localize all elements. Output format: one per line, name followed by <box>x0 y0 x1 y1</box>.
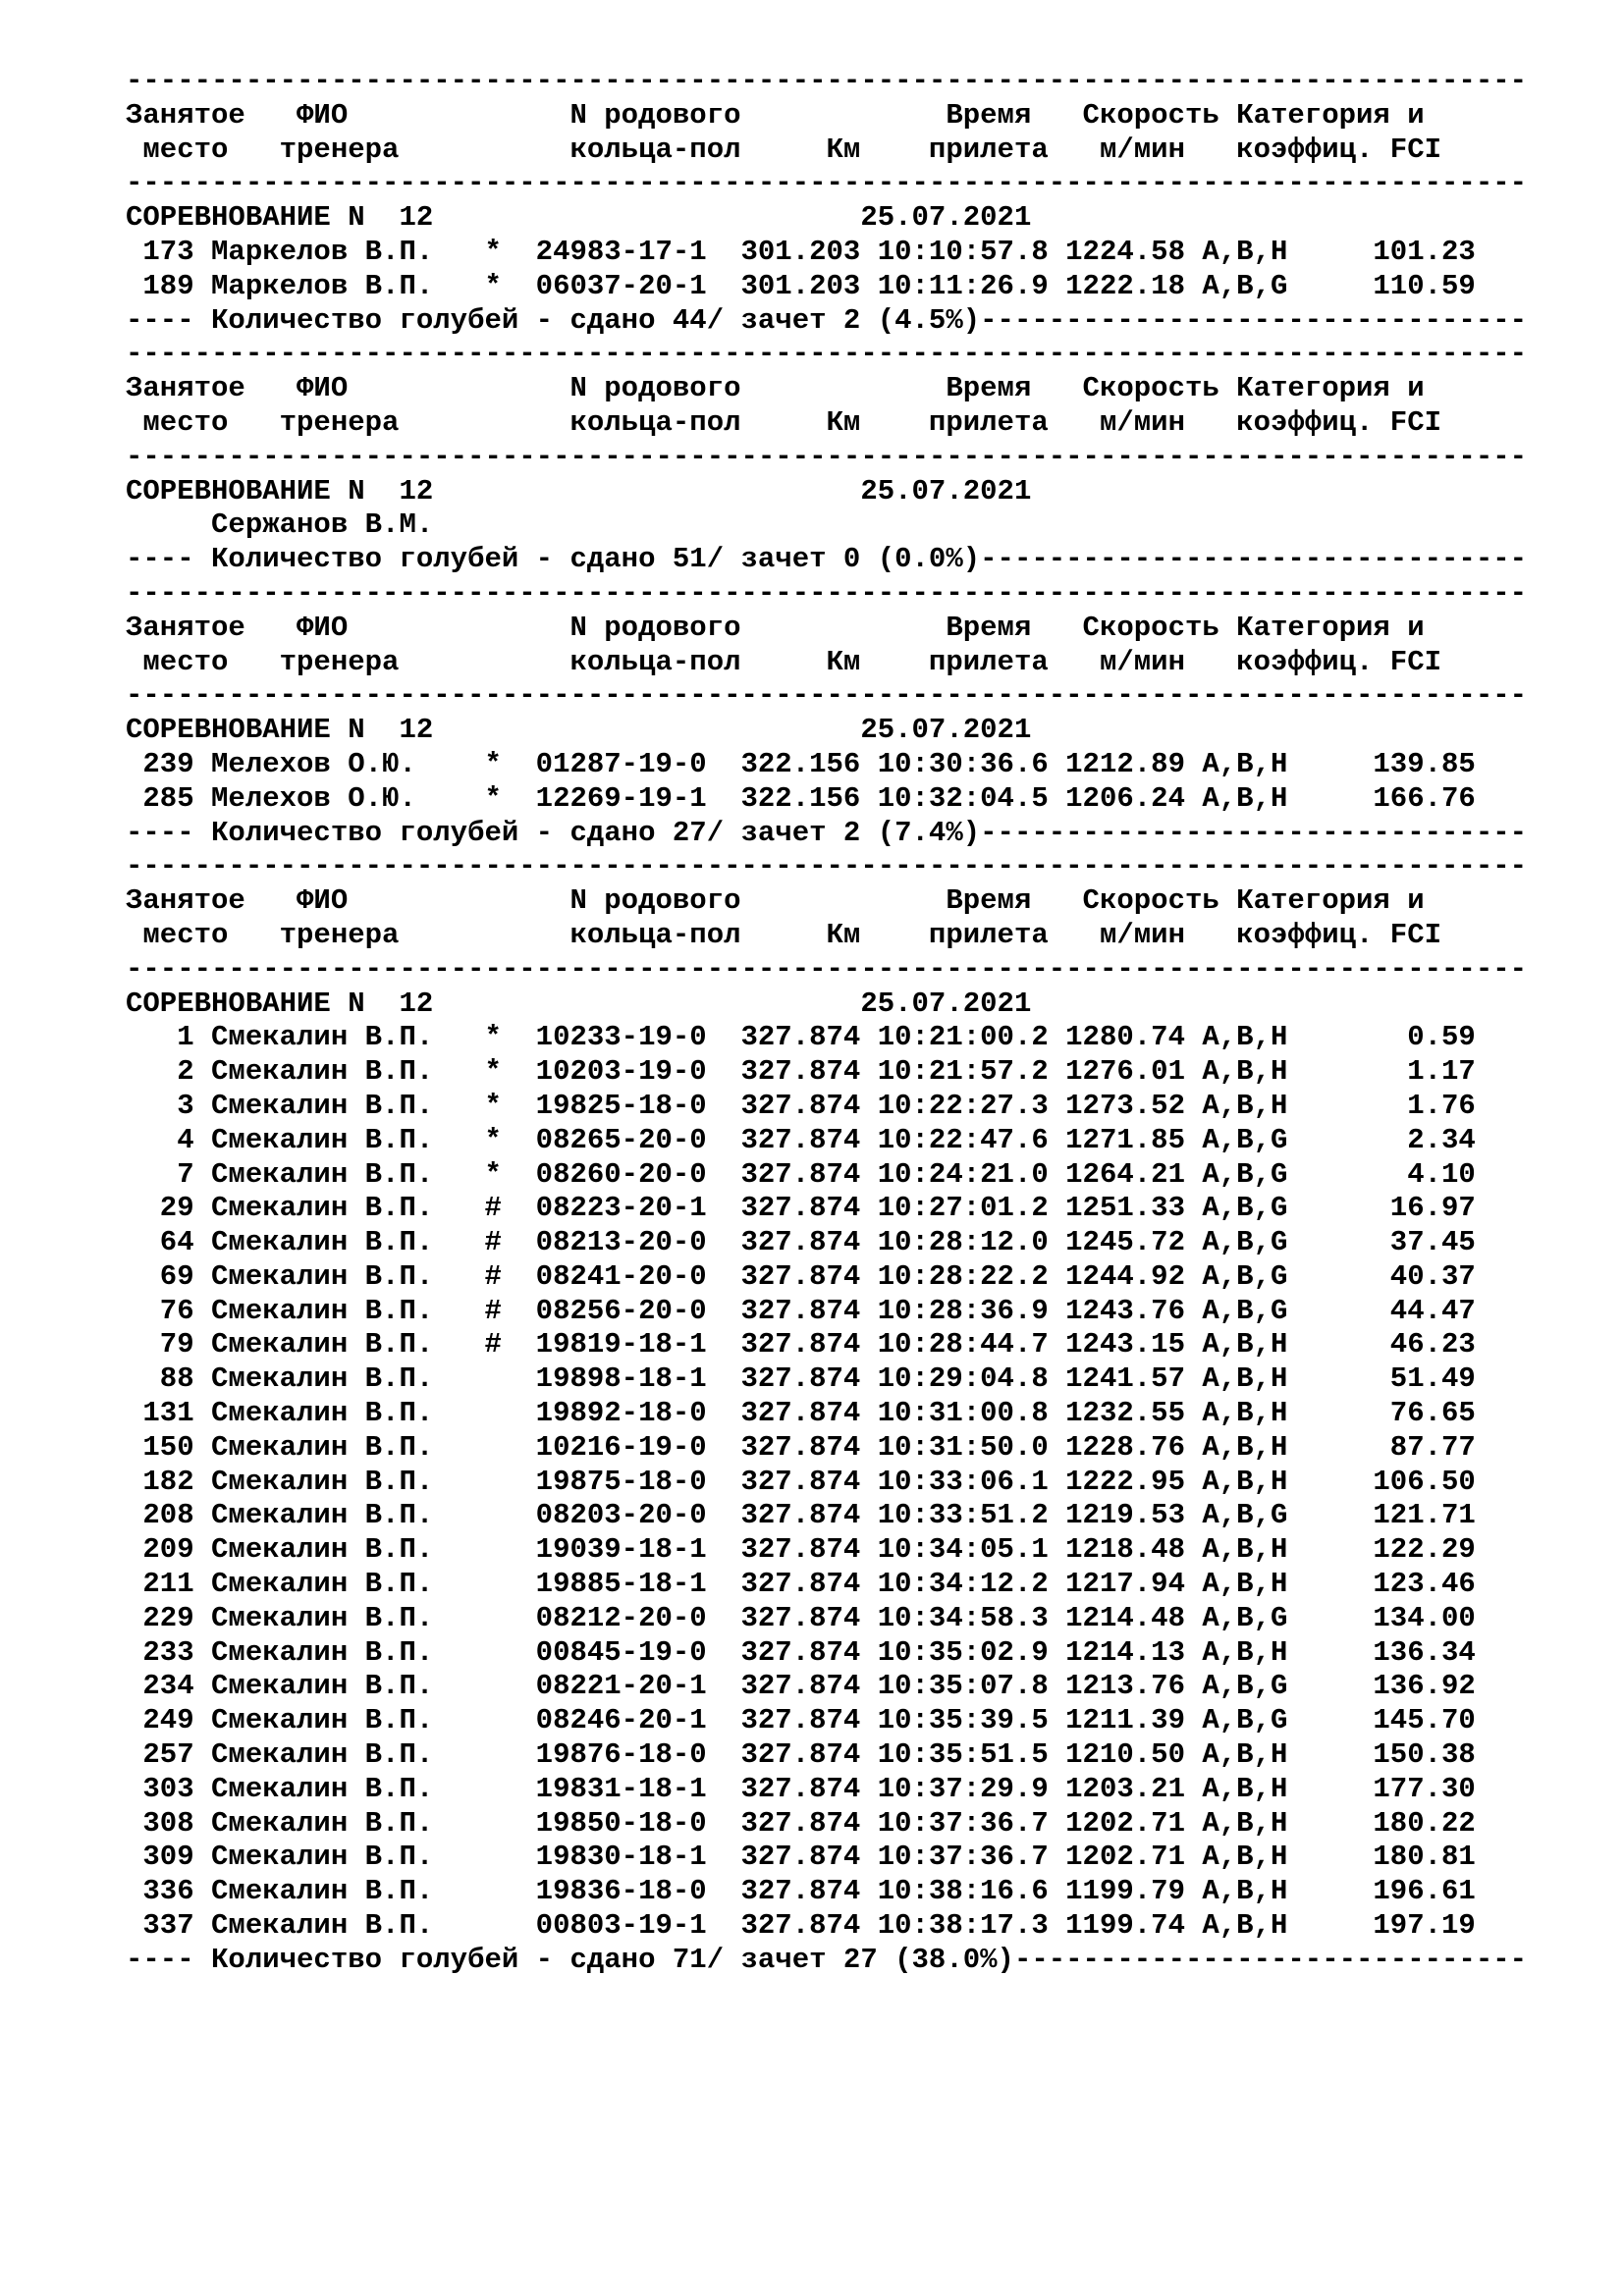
result-row: 150 Смекалин В.П. 10216-19-0 327.874 10:31:50.0 1228.76 A,B,H 87.77 <box>126 1430 1476 1464</box>
pigeon-count-line: ---- Количество голубей - сдано 51/ зачет 0 (0.0%)-------------------------------- <box>126 543 1528 576</box>
result-row: 234 Смекалин В.П. 08221-20-1 327.874 10:35:07.8 1213.76 A,B,G 136.92 <box>126 1670 1476 1703</box>
rule-line: ---------------------------------------------------------------------------------- <box>126 167 1528 200</box>
result-row: 208 Смекалин В.П. 08203-20-0 327.874 10:33:51.2 1219.53 A,B,G 121.71 <box>126 1499 1476 1532</box>
column-header-line-1: Занятое ФИО N родового Время Скорость Категория и <box>126 372 1425 405</box>
result-row: 182 Смекалин В.П. 19875-18-0 327.874 10:33:06.1 1222.95 A,B,H 106.50 <box>126 1465 1476 1498</box>
result-row: 257 Смекалин В.П. 19876-18-0 327.874 10:35:51.5 1210.50 A,B,H 150.38 <box>126 1738 1476 1772</box>
result-row: 209 Смекалин В.П. 19039-18-1 327.874 10:34:05.1 1218.48 A,B,H 122.29 <box>126 1533 1476 1567</box>
result-row: 88 Смекалин В.П. 19898-18-1 327.874 10:29:04.8 1241.57 A,B,H 51.49 <box>126 1362 1476 1396</box>
competition-title: СОРЕВНОВАНИЕ N 12 25.07.2021 <box>126 987 1032 1020</box>
result-row: 69 Смекалин В.П. # 08241-20-0 327.874 10:28:22.2 1244.92 A,B,G 40.37 <box>126 1259 1476 1293</box>
result-row: 3 Смекалин В.П. * 19825-18-0 327.874 10:22:27.3 1273.52 A,B,H 1.76 <box>126 1089 1476 1122</box>
result-row: 1 Смекалин В.П. * 10233-19-0 327.874 10:21:00.2 1280.74 A,B,H 0.59 <box>126 1021 1476 1054</box>
result-row: Сержанов В.М. <box>126 508 434 542</box>
result-row: 308 Смекалин В.П. 19850-18-0 327.874 10:37:36.7 1202.71 A,B,H 180.22 <box>126 1806 1476 1840</box>
column-header-line-2: место тренера кольца-пол Км прилета м/мин коэффиц. FCI <box>126 645 1442 678</box>
competition-title: СОРЕВНОВАНИЕ N 12 25.07.2021 <box>126 714 1032 747</box>
rule-line: ---------------------------------------------------------------------------------- <box>126 65 1528 97</box>
result-row: 173 Маркелов В.П. * 24983-17-1 301.203 10:10:57.8 1224.58 A,B,H 101.23 <box>126 235 1476 268</box>
result-row: 303 Смекалин В.П. 19831-18-1 327.874 10:37:29.9 1203.21 A,B,H 177.30 <box>126 1772 1476 1805</box>
result-row: 79 Смекалин В.П. # 19819-18-1 327.874 10:28:44.7 1243.15 A,B,H 46.23 <box>126 1328 1476 1362</box>
rule-line: ---------------------------------------------------------------------------------- <box>126 850 1528 883</box>
result-row: 211 Смекалин В.П. 19885-18-1 327.874 10:34:12.2 1217.94 A,B,H 123.46 <box>126 1568 1476 1601</box>
result-row: 29 Смекалин В.П. # 08223-20-1 327.874 10:27:01.2 1251.33 A,B,G 16.97 <box>126 1192 1476 1225</box>
result-row: 2 Смекалин В.П. * 10203-19-0 327.874 10:21:57.2 1276.01 A,B,H 1.17 <box>126 1055 1476 1089</box>
result-row: 76 Смекалин В.П. # 08256-20-0 327.874 10:28:36.9 1243.76 A,B,G 44.47 <box>126 1294 1476 1327</box>
column-header-line-2: место тренера кольца-пол Км прилета м/мин коэффиц. FCI <box>126 918 1442 951</box>
result-row: 229 Смекалин В.П. 08212-20-0 327.874 10:34:58.3 1214.48 A,B,G 134.00 <box>126 1601 1476 1634</box>
rule-line: ---------------------------------------------------------------------------------- <box>126 440 1528 473</box>
column-header-line-2: место тренера кольца-пол Км прилета м/мин коэффиц. FCI <box>126 405 1442 439</box>
result-row: 64 Смекалин В.П. # 08213-20-0 327.874 10:28:12.0 1245.72 A,B,G 37.45 <box>126 1226 1476 1259</box>
result-row: 233 Смекалин В.П. 00845-19-0 327.874 10:35:02.9 1214.13 A,B,H 136.34 <box>126 1635 1476 1669</box>
rule-line: ---------------------------------------------------------------------------------- <box>126 952 1528 986</box>
result-row: 4 Смекалин В.П. * 08265-20-0 327.874 10:22:47.6 1271.85 A,B,G 2.34 <box>126 1123 1476 1156</box>
competition-title: СОРЕВНОВАНИЕ N 12 25.07.2021 <box>126 474 1032 507</box>
result-row: 337 Смекалин В.П. 00803-19-1 327.874 10:38:17.3 1199.74 A,B,H 197.19 <box>126 1909 1476 1943</box>
result-row: 239 Мелехов О.Ю. * 01287-19-0 322.156 10:30:36.6 1212.89 A,B,H 139.85 <box>126 747 1476 780</box>
result-row: 131 Смекалин В.П. 19892-18-0 327.874 10:31:00.8 1232.55 A,B,H 76.65 <box>126 1397 1476 1430</box>
result-row: 336 Смекалин В.П. 19836-18-0 327.874 10:38:16.6 1199.79 A,B,H 196.61 <box>126 1875 1476 1908</box>
pigeon-count-line: ---- Количество голубей - сдано 44/ зачет 2 (4.5%)-------------------------------- <box>126 303 1528 337</box>
result-row: 7 Смекалин В.П. * 08260-20-0 327.874 10:24:21.0 1264.21 A,B,G 4.10 <box>126 1157 1476 1191</box>
column-header-line-1: Занятое ФИО N родового Время Скорость Категория и <box>126 98 1425 132</box>
column-header-line-2: место тренера кольца-пол Км прилета м/мин коэффиц. FCI <box>126 133 1442 166</box>
pigeon-count-line: ---- Количество голубей - сдано 27/ зачет 2 (7.4%)-------------------------------- <box>126 816 1528 849</box>
result-row: 249 Смекалин В.П. 08246-20-1 327.874 10:35:39.5 1211.39 A,B,G 145.70 <box>126 1704 1476 1737</box>
competition-title: СОРЕВНОВАНИЕ N 12 25.07.2021 <box>126 201 1032 235</box>
results-report <box>126 65 1598 1978</box>
result-row: 309 Смекалин В.П. 19830-18-1 327.874 10:37:36.7 1202.71 A,B,H 180.81 <box>126 1841 1476 1874</box>
result-row: 285 Мелехов О.Ю. * 12269-19-1 322.156 10:32:04.5 1206.24 A,B,H 166.76 <box>126 781 1476 815</box>
column-header-line-1: Занятое ФИО N родового Время Скорость Категория и <box>126 884 1425 918</box>
result-row: 189 Маркелов В.П. * 06037-20-1 301.203 10:11:26.9 1222.18 A,B,G 110.59 <box>126 269 1476 302</box>
rule-line: ---------------------------------------------------------------------------------- <box>126 338 1528 371</box>
rule-line: ---------------------------------------------------------------------------------- <box>126 576 1528 610</box>
pigeon-count-line: ---- Количество голубей - сдано 71/ зачет 27 (38.0%)------------------------------ <box>126 1943 1528 1976</box>
rule-line: ---------------------------------------------------------------------------------- <box>126 679 1528 713</box>
column-header-line-1: Занятое ФИО N родового Время Скорость Категория и <box>126 611 1425 644</box>
